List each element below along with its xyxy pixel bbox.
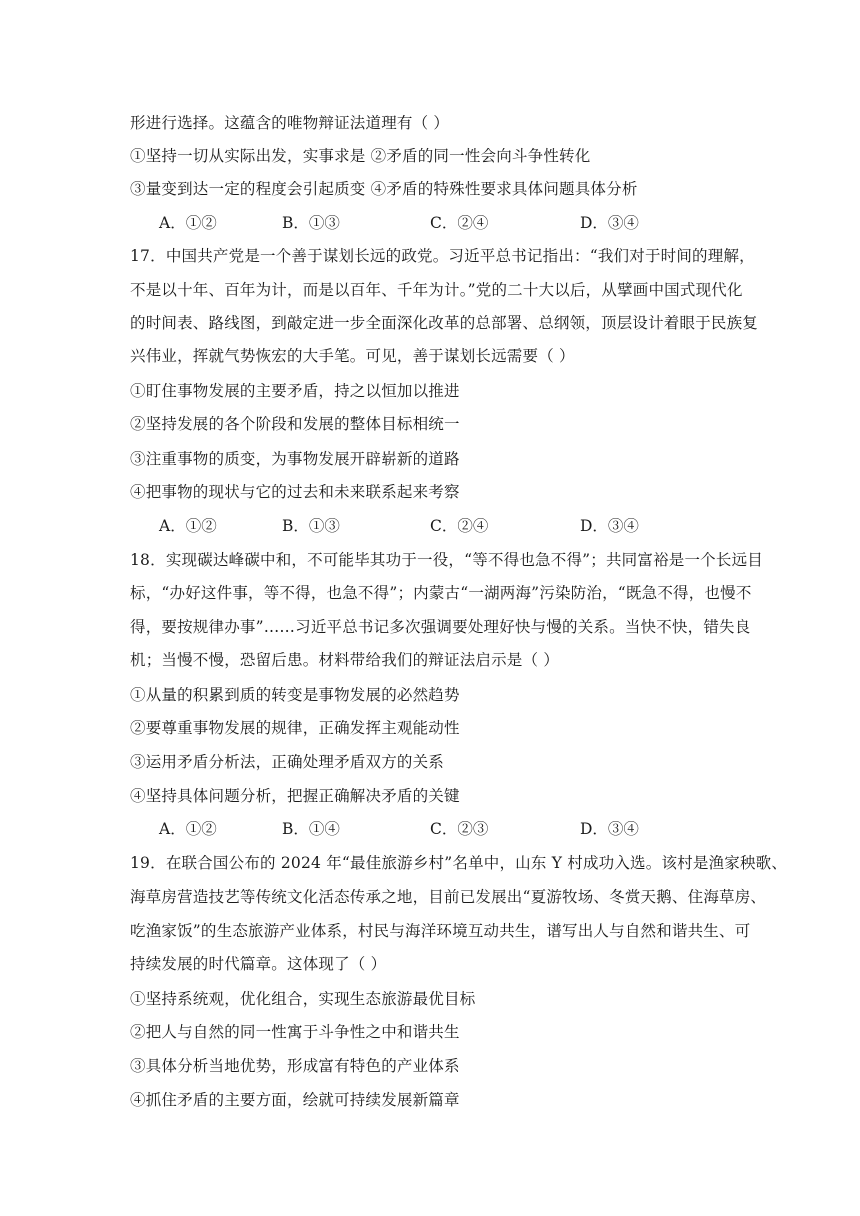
- q18-stem-line: 标，“办好这件事，等不得，也急不得”；内蒙古“一湖两海”污染防治，“既急不得，也慢不: [130, 584, 752, 602]
- option-b: B．①③: [282, 214, 340, 232]
- q18-choice: ③运用矛盾分析法，正确处理矛盾双方的关系: [130, 753, 445, 771]
- q18-choice: ①从量的积累到质的转变是事物发展的必然趋势: [130, 686, 460, 704]
- q17-stem-line: 17．中国共产党是一个善于谋划长远的政党。习近平总书记指出：“我们对于时间的理解，: [130, 247, 755, 265]
- option-d: D．③④: [580, 214, 639, 232]
- option-a: A．①②: [159, 820, 217, 838]
- q19-choice: ①坚持系统观，优化组合，实现生态旅游最优目标: [130, 990, 476, 1008]
- q18-stem-line: 机；当慢不慢，恐留后患。材料带给我们的辩证法启示是（ ）: [130, 651, 560, 669]
- q19-stem-line: 吃渔家饭”的生态旅游产业体系，村民与海洋环境互动共生，谱写出人与自然和谐共生、可: [130, 922, 751, 940]
- q17-stem-line: 的时间表、路线图，到敲定进一步全面深化改革的总部署、总纲领，顶层设计着眼于民族复: [130, 314, 759, 332]
- option-c: C．②④: [430, 517, 489, 535]
- q18-stem-line: 18．实现碳达峰碳中和，不可能毕其功于一役，“等不得也急不得”；共同富裕是一个长远目: [130, 551, 763, 569]
- option-b: B．①③: [282, 517, 340, 535]
- q17-choice: ③注重事物的质变，为事物发展开辟崭新的道路: [130, 450, 460, 468]
- option-c: C．②③: [430, 820, 489, 838]
- q19-stem-line: 19．在联合国公布的 2024 年“最佳旅游乡村”名单中，山东 Y 村成功入选。该村是渔家秧歌、: [130, 854, 788, 872]
- q17-stem-line: 不是以十年、百年为计，而是以百年、千年为计。”党的二十大以后，从擘画中国式现代化: [130, 281, 743, 299]
- q16-choice-line: ①坚持一切从实际出发，实事求是 ②矛盾的同一性会向斗争性转化: [130, 147, 591, 165]
- q19-stem-line: 海草房营造技艺等传统文化活态传承之地，目前已发展出“夏游牧场、冬赏天鹅、住海草房、: [130, 888, 767, 906]
- q18-stem-line: 得，要按规律办事”……习近平总书记多次强调要处理好快与慢的关系。当快不快，错失良: [130, 618, 751, 636]
- option-d: D．③④: [580, 820, 639, 838]
- q18-choice: ④坚持具体问题分析，把握正确解决矛盾的关键: [130, 787, 460, 805]
- option-c: C．②④: [430, 214, 489, 232]
- option-a: A．①②: [159, 517, 217, 535]
- option-b: B．①④: [282, 820, 340, 838]
- option-a: A．①②: [159, 214, 217, 232]
- q16-stem-line: 形进行选择。这蕴含的唯物辩证法道理有（ ）: [130, 114, 450, 132]
- q17-choice: ②坚持发展的各个阶段和发展的整体目标相统一: [130, 415, 460, 433]
- q19-stem-line: 持续发展的时代篇章。这体现了（ ）: [130, 955, 387, 973]
- option-d: D．③④: [580, 517, 639, 535]
- q19-choice: ③具体分析当地优势，形成富有特色的产业体系: [130, 1057, 460, 1075]
- q19-choice: ④抓住矛盾的主要方面，绘就可持续发展新篇章: [130, 1091, 460, 1109]
- q19-choice: ②把人与自然的同一性寓于斗争性之中和谐共生: [130, 1023, 460, 1041]
- q17-choice: ④把事物的现状与它的过去和未来联系起来考察: [130, 483, 460, 501]
- q16-choice-line: ③量变到达一定的程度会引起质变 ④矛盾的特殊性要求具体问题具体分析: [130, 180, 638, 198]
- q18-choice: ②要尊重事物发展的规律，正确发挥主观能动性: [130, 719, 460, 737]
- q17-stem-line: 兴伟业，挥就气势恢宏的大手笔。可见，善于谋划长远需要（ ）: [130, 347, 575, 365]
- q17-choice: ①盯住事物发展的主要矛盾，持之以恒加以推进: [130, 382, 460, 400]
